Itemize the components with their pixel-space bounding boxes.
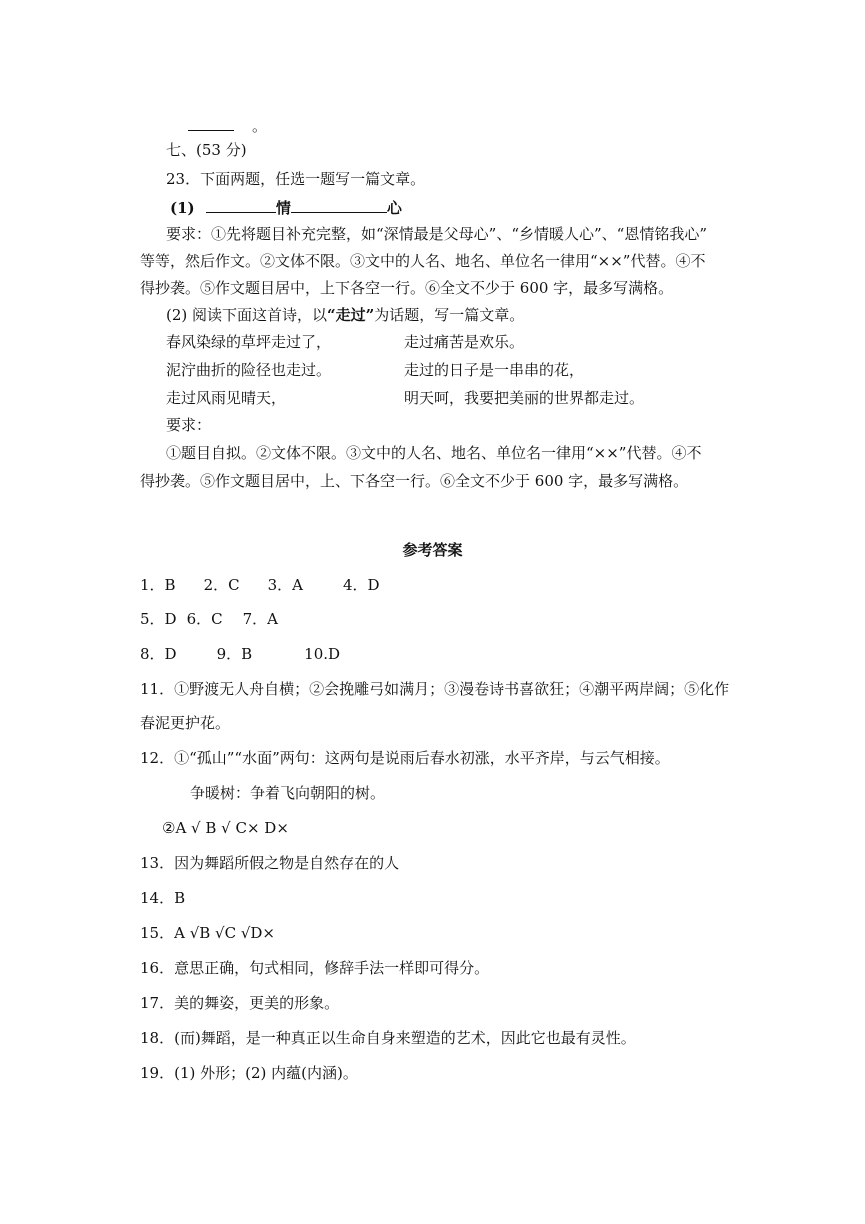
- essay-title-1: [170, 196, 402, 218]
- answers-row-5-7: 5．D 6．C 7．A: [140, 610, 278, 628]
- answer-blank-line: [188, 114, 267, 136]
- title-number: (1): [170, 199, 195, 217]
- answer-18: 18．(而)舞蹈，是一种真正以生命自身来塑造的艺术，因此它也最有灵性。: [140, 1029, 636, 1047]
- title-blank-2: [291, 196, 387, 213]
- poem-line-left: 泥泞曲折的险径也走过。: [166, 361, 332, 379]
- answers-heading: 参考答案: [402, 541, 463, 559]
- title-part-2: 心: [386, 199, 402, 217]
- question-23: 23．下面两题，任选一题写一篇文章。: [166, 170, 426, 188]
- requirement-2-line-2: 得抄袭。⑤作文题目居中，上、下各空一行。⑥全文不少于 600 字，最多写满格。: [140, 472, 689, 490]
- answer-19: 19．(1) 外形；(2) 内蕴(内涵)。: [140, 1064, 358, 1082]
- task-2-intro: (2) 阅读下面这首诗，以“走过”为话题，写一篇文章。: [166, 306, 525, 324]
- poem-line-right: 明天呵，我要把美丽的世界都走过。: [404, 389, 645, 407]
- answer-16: 16．意思正确，句式相同，修辞手法一样即可得分。: [140, 959, 490, 977]
- answer-12-line-1: 12．①“孤山”“水面”两句：这两句是说雨后春水初涨，水平齐岸，与云气相接。: [140, 749, 670, 767]
- title-part-1: 情: [275, 199, 291, 217]
- answer-12-line-3: ②A √ B √ C× D×: [162, 819, 289, 837]
- period-mark: 。: [252, 117, 268, 135]
- requirement-1-line-3: 得抄袭。⑤作文题目居中，上下各空一行。⑥全文不少于 600 字，最多写满格。: [140, 279, 674, 297]
- poem-line-right: 走过的日子是一串串的花，: [404, 361, 585, 379]
- answer-11-line-1: 11．①野渡无人舟自横；②会挽雕弓如满月；③漫卷诗书喜欲狂；④潮平两岸阔；⑤化作: [140, 680, 730, 698]
- requirement-2-label: 要求：: [166, 416, 212, 434]
- answer-11-line-2: 春泥更护花。: [140, 714, 231, 732]
- answers-row-8-10: 8．D 9．B 10.D: [140, 645, 341, 663]
- requirement-1-line-1: 要求：①先将题目补充完整，如“深情最是父母心”、“乡情暖人心”、“恩情铭我心”: [166, 225, 708, 243]
- requirement-2-line-1: ①题目自拟。②文体不限。③文中的人名、地名、单位名一律用“××”代替。④不: [166, 444, 702, 462]
- answer-14: 14．B: [140, 889, 186, 907]
- fill-blank: [188, 114, 234, 131]
- poem-line-left: 走过风雨见晴天，: [166, 389, 287, 407]
- poem-line-right: 走过痛苦是欢乐。: [404, 333, 525, 351]
- requirement-1-line-2: 等等，然后作文。②文体不限。③文中的人名、地名、单位名一律用“××”代替。④不: [140, 252, 706, 270]
- answer-12-line-2: 争暖树：争着飞向朝阳的树。: [190, 784, 386, 802]
- topic-keyword: “走过”: [327, 306, 375, 324]
- answer-17: 17．美的舞姿，更美的形象。: [140, 994, 340, 1012]
- section-heading: 七、(53 分): [166, 141, 247, 159]
- answer-13: 13．因为舞蹈所假之物是自然存在的人: [140, 854, 400, 872]
- poem-line-left: 春风染绿的草坪走过了，: [166, 333, 332, 351]
- title-blank-1: [206, 196, 276, 213]
- answers-row-1-4: 1．B 2．C 3．A 4．D: [140, 576, 380, 594]
- answer-15: 15．A √B √C √D×: [140, 924, 275, 942]
